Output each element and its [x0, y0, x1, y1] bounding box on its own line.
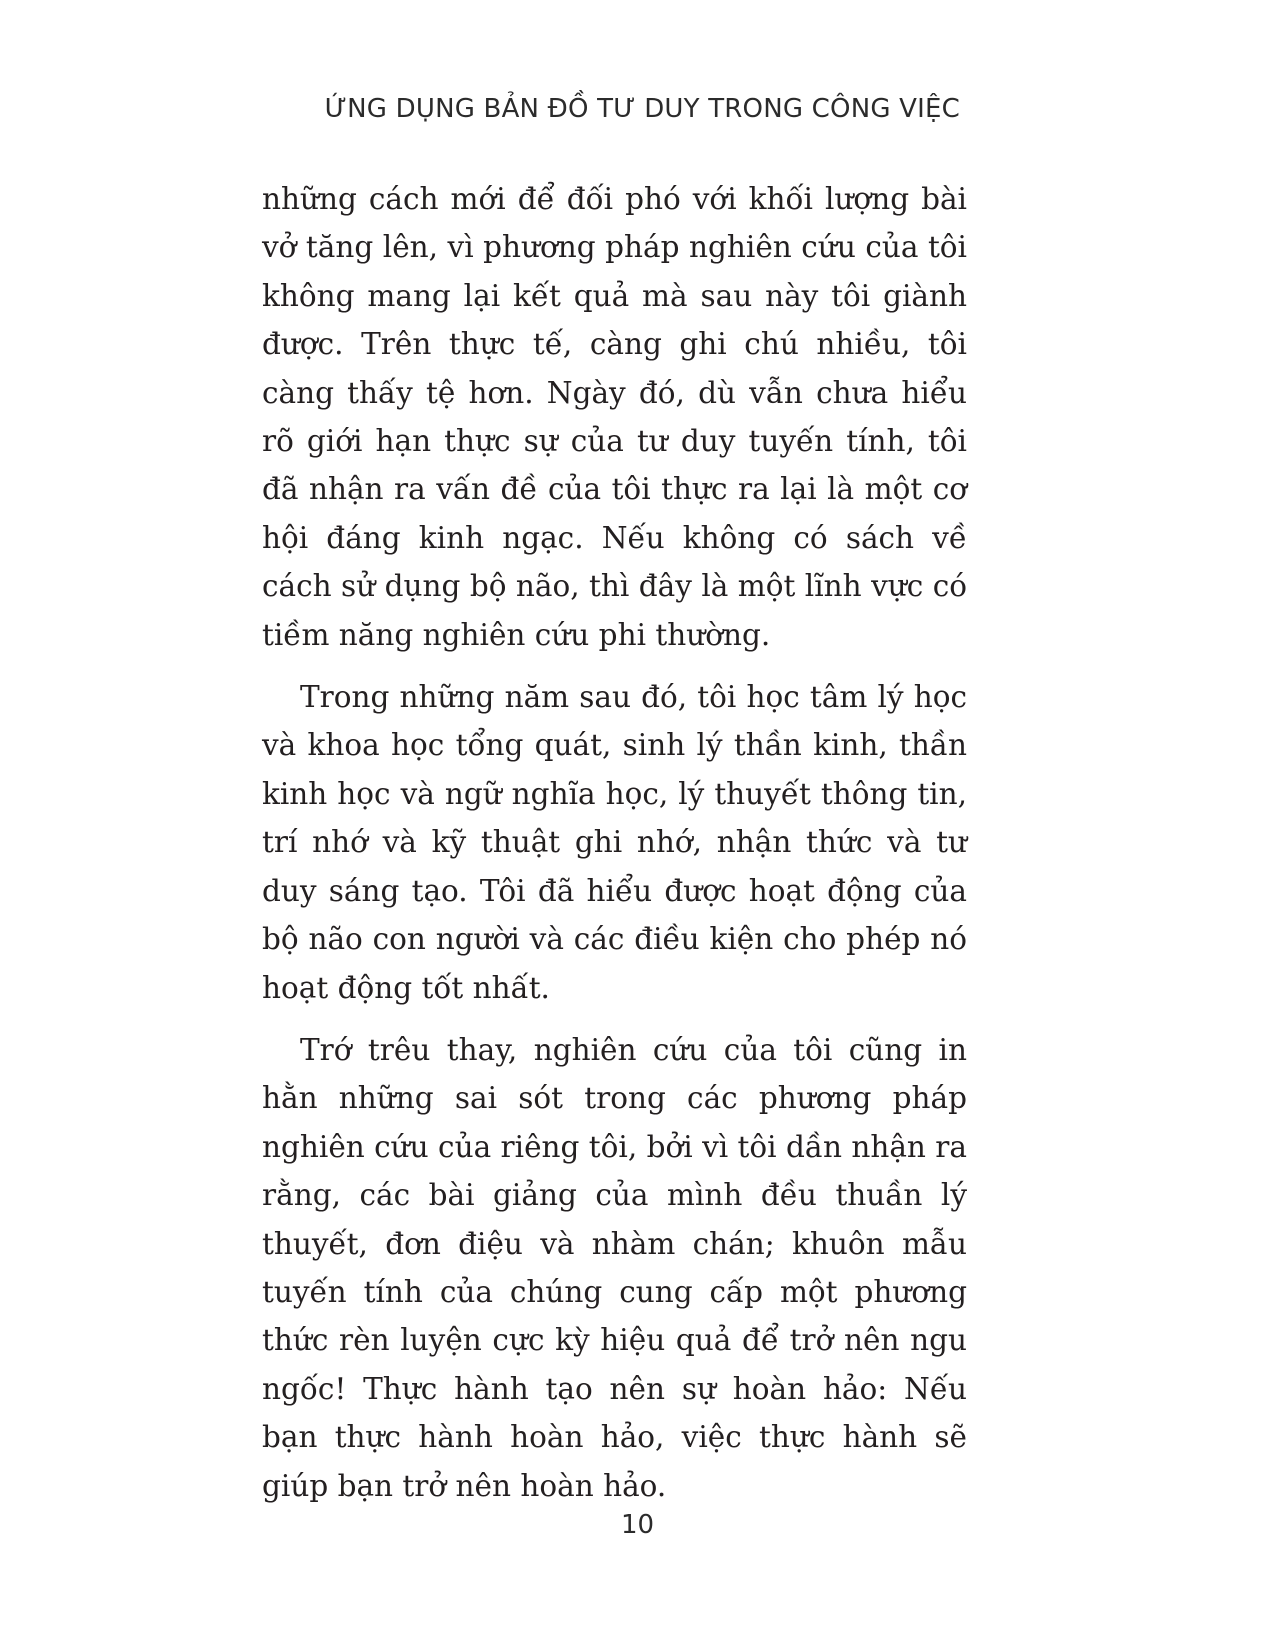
paragraph: Trớ trêu thay, nghiên cứu của tôi cũng in hằn những sai sót trong các phương pháp nghiên cứu của riêng tôi, bởi vì tôi dần nhận ra rằng, các bài giảng của mình đều thuần lý thuyết, đơn điệu và nhàm chán; khuôn mẫu tuyến tính của chúng cung cấp một phương thức rèn luyện cực kỳ hiệu quả để trở nên ngu ngốc! Thực hành tạo nên sự hoàn hảo: Nếu bạn thực hành hoàn hảo, việc thực hành sẽ giúp bạn trở nên hoàn hảo. [262, 1032, 967, 1503]
running-header-title: ỨNG DỤNG BẢN ĐỒ TƯ DUY TRONG CÔNG VIỆC [324, 94, 960, 124]
paragraph: Trong những năm sau đó, tôi học tâm lý học và khoa học tổng quát, sinh lý thần kinh, thần kinh học và ngữ nghĩa học, lý thuyết thông tin, trí nhớ và kỹ thuật ghi nhớ, nhận thức và tư duy sáng tạo. Tôi đã hiểu được hoạt động của bộ não con người và các điều kiện cho phép nó hoạt động tốt nhất. [262, 680, 967, 1005]
paragraph-continuation: những cách mới để đối phó với khối lượng bài vở tăng lên, vì phương pháp nghiên cứu của tôi không mang lại kết quả mà sau này tôi giành được. Trên thực tế, càng ghi chú nhiều, tôi càng thấy tệ hơn. Ngày đó, dù vẫn chưa hiểu rõ giới hạn thực sự của tư duy tuyến tính, tôi đã nhận ra vấn đề của tôi thực ra lại là một cơ hội đáng kinh ngạc. Nếu không có sách về cách sử dụng bộ não, thì đây là một lĩnh vực có tiềm năng nghiên cứu phi thường. [262, 182, 967, 652]
body-text [262, 175, 967, 1510]
page-number: 10 [620, 1510, 655, 1540]
